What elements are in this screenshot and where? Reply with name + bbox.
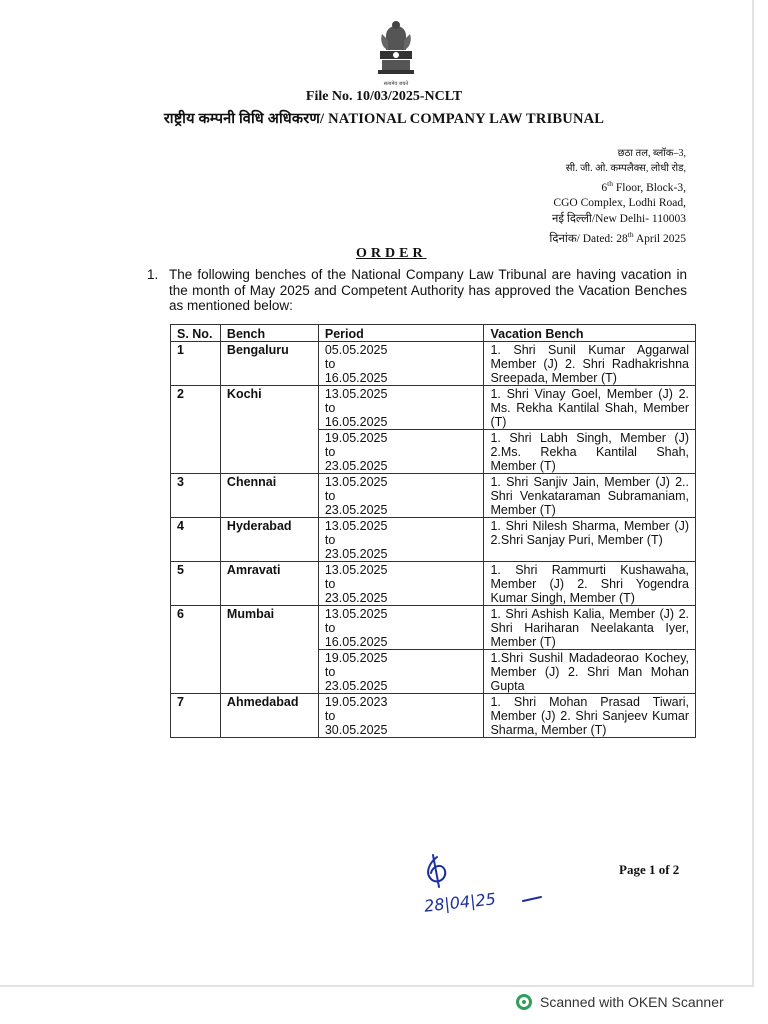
order-paragraph: The following benches of the National Company Law Tribunal are having vacation in the month of May 2025 and Competent Authority has approved the Vacation Benches as mentioned below: (169, 267, 687, 313)
row-sno: 1 (171, 342, 221, 386)
row-period: 19.05.2025 to 23.05.2025 (318, 430, 484, 474)
order-heading: ORDER (356, 246, 427, 261)
row-sno: 7 (171, 694, 221, 738)
row-sno: 4 (171, 518, 221, 562)
page-number: Page 1 of 2 (619, 862, 680, 877)
row-period: 13.05.2025 to 23.05.2025 (318, 518, 484, 562)
signature-date: 28|04|25 (423, 889, 497, 916)
row-members: 1. Shri Vinay Goel, Member (J) 2. Ms. Rekha Kantilal Shah, Member (T) (484, 386, 696, 430)
row-bench: Bengaluru (220, 342, 318, 386)
national-emblem-icon (372, 20, 420, 82)
header-sno: S. No. (171, 325, 221, 342)
row-sno: 2 (171, 386, 221, 474)
row-bench: Chennai (220, 474, 318, 518)
table-row (171, 694, 696, 738)
address-complex: CGO Complex, Lodhi Road, (553, 197, 686, 210)
row-bench: Amravati (220, 562, 318, 606)
paragraph-number: 1. (147, 267, 159, 282)
table-row (171, 474, 696, 518)
row-sno: 5 (171, 562, 221, 606)
row-period: 13.05.2025 to 23.05.2025 (318, 562, 484, 606)
row-period: 19.05.2023 to 30.05.2025 (318, 694, 484, 738)
row-members: 1. Shri Rammurti Kushawaha, Member (J) 2. Shri Yogendra Kumar Singh, Member (T) (484, 562, 696, 606)
address-hindi-line1: छठा तल, ब्लॉक–3, (617, 148, 686, 159)
address-floor: 6th Floor, Block-3, (601, 179, 686, 195)
header-period: Period (318, 325, 484, 342)
row-bench: Mumbai (220, 606, 318, 694)
scanner-logo-icon (516, 994, 532, 1010)
order-date: दिनांक/ Dated: 28th April 2025 (549, 229, 686, 245)
row-bench: Hyderabad (220, 518, 318, 562)
table-row (171, 342, 696, 386)
address-city: नई दिल्ली/New Delhi- 110003 (551, 212, 686, 225)
row-bench: Kochi (220, 386, 318, 474)
row-period: 13.05.2025 to 16.05.2025 (318, 606, 484, 650)
row-members: 1. Shri Labh Singh, Member (J) 2.Ms. Rekha Kantilal Shah, Member (T) (484, 430, 696, 474)
table-row (171, 606, 696, 650)
scanner-watermark (516, 992, 724, 1012)
row-members: 1.Shri Sushil Madadeorao Kochey, Member (J) 2. Shri Man Mohan Gupta (484, 650, 696, 694)
file-number: File No. 10/03/2025-NCLT (305, 89, 463, 104)
row-members: 1. Shri Ashish Kalia, Member (J) 2. Shri Hariharan Neelakanta Iyer, Member (T) (484, 606, 696, 650)
header-vacation-bench: Vacation Bench (484, 325, 696, 342)
row-members: 1. Shri Nilesh Sharma, Member (J) 2.Shri Sanjay Puri, Member (T) (484, 518, 696, 562)
row-sno: 6 (171, 606, 221, 694)
tribunal-name: राष्ट्रीय कम्पनी विधि अधिकरण/ NATIONAL COMPANY LAW TRIBUNAL (163, 111, 605, 127)
scanner-text: Scanned with OKEN Scanner (540, 994, 724, 1010)
table-header-row (171, 325, 696, 342)
row-bench: Ahmedabad (220, 694, 318, 738)
vacation-bench-table (170, 324, 696, 738)
emblem-caption: सत्यमेव जयते (383, 81, 409, 87)
row-period: 13.05.2025 to 16.05.2025 (318, 386, 484, 430)
table-row (171, 386, 696, 430)
row-period: 05.05.2025 to 16.05.2025 (318, 342, 484, 386)
row-sno: 3 (171, 474, 221, 518)
row-period: 13.05.2025 to 23.05.2025 (318, 474, 484, 518)
row-members: 1. Shri Sunil Kumar Aggarwal Member (J) 2. Shri Radhakrishna Sreepada, Member (T) (484, 342, 696, 386)
table-row (171, 518, 696, 562)
table-row (171, 562, 696, 606)
row-period: 19.05.2025 to 23.05.2025 (318, 650, 484, 694)
header-bench: Bench (220, 325, 318, 342)
address-hindi-line2: सी. जी. ओ. कम्पलैक्स, लोधी रोड, (565, 163, 686, 175)
row-members: 1. Shri Mohan Prasad Tiwari, Member (J) 2. Shri Sanjeev Kumar Sharma, Member (T) (484, 694, 696, 738)
row-members: 1. Shri Sanjiv Jain, Member (J) 2.. Shri Venkataraman Subramaniam, Member (T) (484, 474, 696, 518)
address-block (549, 146, 686, 247)
